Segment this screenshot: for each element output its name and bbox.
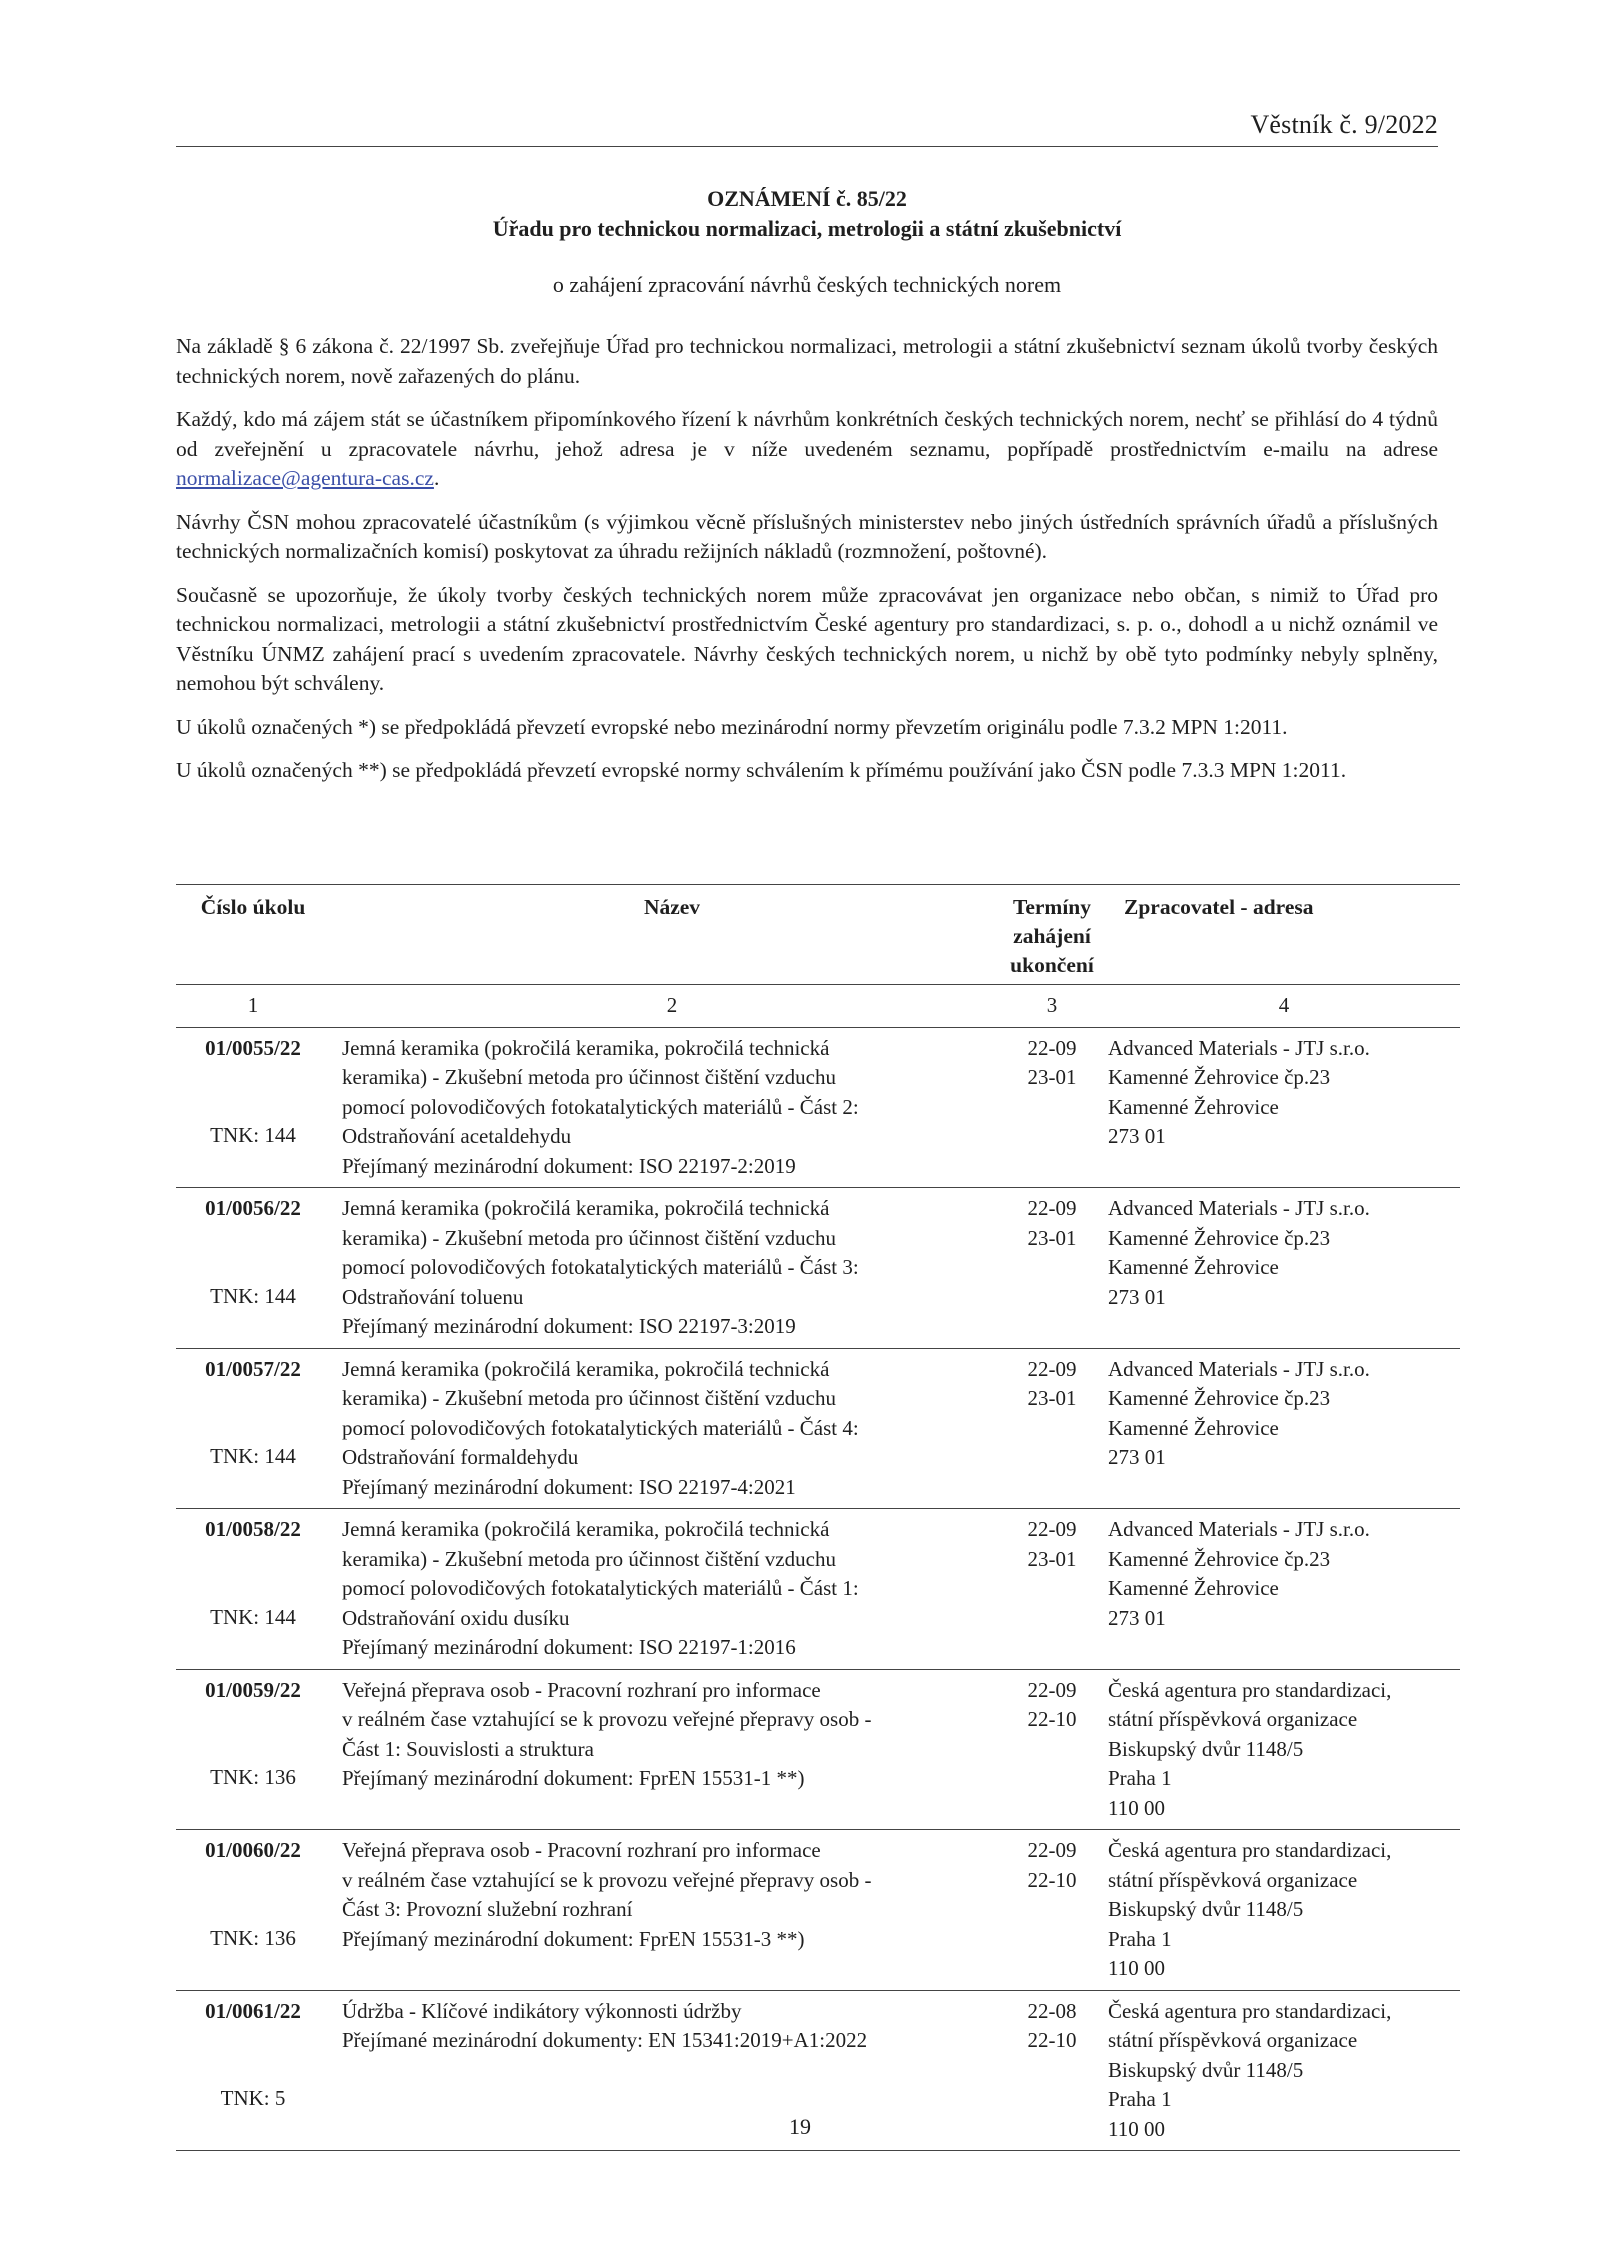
paragraph-participation-text: Každý, kdo má zájem stát se účastníkem připomínkového řízení k návrhům konkrétních českých technických norem, nechť se přihlásí do 4 týdnů od zveřejnění u zpracovatele návrhu, jehož adresa je v níže uvedeném seznamu, popřípadě prostřednictvím e-mailu na adrese: [176, 407, 1438, 461]
task-address-line: Advanced Materials - JTJ s.r.o.: [1108, 1035, 1370, 1060]
email-link[interactable]: normalizace@agentura-cas.cz: [176, 466, 434, 490]
task-title-line: keramika) - Zkušební metoda pro účinnost čištění vzduchu: [342, 1546, 836, 1571]
task-address-line: 110 00: [1108, 1795, 1165, 1820]
task-title-line: pomocí polovodičových fotokatalytických materiálů - Část 1:: [342, 1576, 859, 1600]
task-title-line: Odstraňování formaldehydu: [342, 1445, 579, 1469]
task-address-line: 110 00: [1108, 1956, 1165, 1980]
task-address-line: Praha 1: [1108, 2087, 1172, 2111]
task-title-line: Přejímaný mezinárodní dokument: ISO 22197-1:2016: [342, 1635, 796, 1659]
task-title-line: Odstraňování toluenu: [342, 1284, 524, 1309]
task-title-cell: [330, 1027, 1002, 1188]
notice-title: OZNÁMENÍ č. 85/22: [707, 186, 907, 211]
task-address-line: Kamenné Žehrovice: [1108, 1576, 1279, 1600]
task-id: 01/0061/22: [205, 1998, 301, 2023]
task-address-line: 273 01: [1108, 1605, 1166, 1630]
task-title-line: Přejímaný mezinárodní dokument: ISO 22197-3:2019: [342, 1314, 796, 1338]
task-title-line: Odstraňování acetaldehydu: [342, 1124, 572, 1148]
task-address-line: Kamenné Žehrovice: [1108, 1094, 1279, 1119]
tnk-label: TNK: 136: [210, 1765, 296, 1789]
paragraph-fees: Návrhy ČSN mohou zpracovatelé účastníkům (s výjimkou věcně příslušných ministerstev nebo jiných ústředních správních úřadů a příslušných technických normalizačních komisí) poskytovat za úhradu režijních nákladů (rozmnožení, poštovné).: [176, 509, 1438, 563]
task-address-line: Česká agentura pro standardizaci,: [1108, 1838, 1392, 1862]
task-address-cell: [1102, 1509, 1460, 1670]
task-id-cell: [176, 1348, 330, 1509]
table-row: [176, 1188, 1460, 1349]
column-number: 2: [330, 985, 1002, 1028]
paragraph-legal-basis: Na základě § 6 zákona č. 22/1997 Sb. zveřejňuje Úřad pro technickou normalizaci, metrologii a státní zkušebnictví seznam úkolů tvorby českých technických norem, nově zařazených do plánu.: [176, 334, 1438, 388]
paragraph-note-single-asterisk: U úkolů označených *) se předpokládá převzetí evropské nebo mezinárodní normy převzetím originálu podle 7.3.2 MPN 1:2011.: [176, 714, 1288, 739]
notice-subject: o zahájení zpracování návrhů českých technických norem: [552, 272, 1062, 297]
task-date-start: 22-09: [1027, 1677, 1077, 1702]
task-address-cell: [1102, 1830, 1460, 1991]
task-date-start: 22-09: [1027, 1356, 1077, 1381]
task-id: 01/0060/22: [205, 1838, 301, 1862]
task-date-start: 22-09: [1027, 1838, 1077, 1862]
task-address-line: Advanced Materials - JTJ s.r.o.: [1108, 1356, 1370, 1381]
tnk-label: TNK: 5: [220, 2086, 286, 2110]
task-title-line: Veřejná přeprava osob - Pracovní rozhraní pro informace: [342, 1677, 821, 1702]
task-dates-cell: [1002, 1669, 1102, 1830]
task-title-cell: [330, 1348, 1002, 1509]
notice-title-block: [176, 184, 1438, 300]
task-title-line: Odstraňování oxidu dusíku: [342, 1605, 570, 1630]
task-id-cell: [176, 1188, 330, 1349]
task-title-line: Přejímaný mezinárodní dokument: ISO 22197-2:2019: [342, 1153, 796, 1178]
task-address-cell: [1102, 1348, 1460, 1509]
task-id: 01/0059/22: [205, 1677, 301, 1702]
task-dates-cell: [1002, 1348, 1102, 1509]
task-address-line: Advanced Materials - JTJ s.r.o.: [1108, 1517, 1370, 1541]
task-address-line: 110 00: [1108, 2116, 1165, 2141]
task-address-line: státní příspěvková organizace: [1108, 2028, 1358, 2052]
task-title-line: v reálném čase vztahující se k provozu veřejné přepravy osob -: [342, 1707, 872, 1731]
task-id-cell: [176, 1669, 330, 1830]
task-title-line: Veřejná přeprava osob - Pracovní rozhraní pro informace: [342, 1838, 821, 1862]
task-address-line: 273 01: [1108, 1445, 1166, 1469]
task-title-line: keramika) - Zkušební metoda pro účinnost čištění vzduchu: [342, 1065, 836, 1089]
paragraph-conditions: Současně se upozorňuje, že úkoly tvorby českých technických norem může zpracovávat jen organizace nebo občan, s nimiž to Úřad pro technickou normalizaci, metrologii a státní zkušebnictví prostřednictvím České agentury pro standardizaci, s. p. o., dohodl a u nichž oznámil ve Věstníku ÚNMZ zahájení prací s uvedením zpracovatele. Návrhy českých technických norem, u nichž by obě tyto podmínky nebyly splněny, nemohou být schváleny.: [176, 582, 1438, 695]
header-dates: [1002, 885, 1102, 985]
tnk-label: TNK: 144: [210, 1444, 296, 1468]
table-row: [176, 1669, 1460, 1830]
task-date-end: 22-10: [1027, 1867, 1077, 1892]
tnk-label: TNK: 144: [210, 1283, 296, 1308]
tnk-label: TNK: 136: [210, 1925, 296, 1950]
task-address-line: Biskupský dvůr 1148/5: [1108, 2057, 1304, 2082]
notice-issuer: Úřadu pro technickou normalizaci, metrologii a státní zkušebnictví: [492, 216, 1122, 241]
header-processor-address: Zpracovatel - adresa: [1102, 885, 1460, 985]
task-address-line: 273 01: [1108, 1284, 1166, 1309]
table-row: [176, 1348, 1460, 1509]
task-address-line: státní příspěvková organizace: [1108, 1707, 1358, 1731]
task-date-start: 22-09: [1027, 1035, 1077, 1060]
task-title-cell: [330, 1509, 1002, 1670]
task-title-line: pomocí polovodičových fotokatalytických materiálů - Část 3:: [342, 1255, 859, 1279]
task-address-line: Kamenné Žehrovice čp.23: [1108, 1225, 1331, 1250]
task-address-line: Biskupský dvůr 1148/5: [1108, 1736, 1304, 1761]
task-address-cell: [1102, 1188, 1460, 1349]
task-date-end: 22-10: [1027, 2028, 1077, 2052]
page-number: 19: [789, 2114, 811, 2139]
task-address-line: Česká agentura pro standardizaci,: [1108, 1998, 1392, 2023]
task-date-start: 22-08: [1027, 1998, 1077, 2023]
task-rows: [176, 1027, 1460, 2151]
task-title-line: pomocí polovodičových fotokatalytických materiálů - Část 4:: [342, 1415, 859, 1440]
task-id: 01/0057/22: [205, 1356, 301, 1381]
task-date-end: 22-10: [1027, 1707, 1077, 1731]
task-address-line: Kamenné Žehrovice čp.23: [1108, 1546, 1331, 1571]
paragraph-participation-end: .: [433, 466, 440, 490]
task-title-line: Jemná keramika (pokročilá keramika, pokročilá technická: [342, 1035, 830, 1060]
table-row: [176, 1509, 1460, 1670]
task-address-line: Kamenné Žehrovice čp.23: [1108, 1065, 1331, 1089]
task-id: 01/0056/22: [205, 1196, 301, 1220]
task-address-line: Advanced Materials - JTJ s.r.o.: [1108, 1196, 1370, 1220]
header-rule: [176, 146, 1438, 147]
task-title-line: Přejímaný mezinárodní dokument: ISO 22197-4:2021: [342, 1474, 796, 1499]
table-header-row: [176, 885, 1460, 985]
task-title-cell: [330, 1830, 1002, 1991]
header-title: Název: [330, 885, 1002, 985]
task-title-line: Přejímané mezinárodní dokumenty: EN 15341:2019+A1:2022: [342, 2028, 868, 2052]
task-dates-cell: [1002, 1027, 1102, 1188]
header-dates-line2: zahájení: [1013, 924, 1091, 948]
tasks-table: [176, 884, 1460, 2151]
task-address-line: Kamenné Žehrovice čp.23: [1108, 1386, 1331, 1410]
column-number: 4: [1102, 985, 1460, 1028]
task-title-line: Údržba - Klíčové indikátory výkonnosti údržby: [342, 1998, 742, 2023]
intro-paragraphs: [176, 332, 1438, 800]
task-date-start: 22-09: [1027, 1517, 1077, 1541]
task-title-line: pomocí polovodičových fotokatalytických materiálů - Část 2:: [342, 1094, 859, 1119]
running-head: Věstník č. 9/2022: [1250, 110, 1438, 139]
table-row: [176, 1027, 1460, 1188]
task-title-line: Část 3: Provozní služební rozhraní: [342, 1897, 633, 1921]
task-title-line: Jemná keramika (pokročilá keramika, pokročilá technická: [342, 1356, 830, 1381]
task-date-start: 22-09: [1027, 1196, 1077, 1220]
task-title-line: Jemná keramika (pokročilá keramika, pokročilá technická: [342, 1196, 830, 1220]
column-number: 1: [176, 985, 330, 1028]
column-number-row: [176, 985, 1460, 1028]
task-title-line: Jemná keramika (pokročilá keramika, pokročilá technická: [342, 1517, 830, 1541]
task-title-line: Část 1: Souvislosti a struktura: [342, 1736, 594, 1761]
task-id: 01/0058/22: [205, 1517, 301, 1541]
header-dates-line3: ukončení: [1010, 953, 1094, 977]
task-id-cell: [176, 1509, 330, 1670]
task-title-line: keramika) - Zkušební metoda pro účinnost čištění vzduchu: [342, 1225, 836, 1250]
task-address-line: Česká agentura pro standardizaci,: [1108, 1677, 1392, 1702]
task-address-line: státní příspěvková organizace: [1108, 1867, 1358, 1892]
table-row: [176, 1830, 1460, 1991]
task-title-line: v reálném čase vztahující se k provozu veřejné přepravy osob -: [342, 1867, 872, 1892]
task-date-end: 23-01: [1027, 1225, 1077, 1250]
paragraph-note-double-asterisk: U úkolů označených **) se předpokládá převzetí evropské normy schválením k přímému používání jako ČSN podle 7.3.3 MPN 1:2011.: [176, 758, 1347, 782]
tnk-label: TNK: 144: [210, 1604, 296, 1629]
header-task-number: Číslo úkolu: [176, 885, 330, 985]
task-title-cell: [330, 1188, 1002, 1349]
task-id-cell: [176, 1027, 330, 1188]
task-dates-cell: [1002, 1830, 1102, 1991]
task-address-cell: [1102, 1027, 1460, 1188]
task-address-line: Kamenné Žehrovice: [1108, 1415, 1279, 1440]
task-id-cell: [176, 1830, 330, 1991]
task-title-line: keramika) - Zkušební metoda pro účinnost čištění vzduchu: [342, 1386, 836, 1410]
task-address-line: Praha 1: [1108, 1926, 1172, 1951]
tnk-label: TNK: 144: [210, 1123, 296, 1147]
task-address-cell: [1102, 1669, 1460, 1830]
task-address-line: Biskupský dvůr 1148/5: [1108, 1897, 1304, 1921]
column-number: 3: [1002, 985, 1102, 1028]
header-dates-line1: Termíny: [1012, 895, 1092, 919]
task-address-line: Praha 1: [1108, 1766, 1172, 1790]
task-address-line: Kamenné Žehrovice: [1108, 1255, 1279, 1279]
task-title-cell: [330, 1669, 1002, 1830]
task-address-line: 273 01: [1108, 1124, 1166, 1148]
task-date-end: 23-01: [1027, 1546, 1077, 1571]
task-dates-cell: [1002, 1509, 1102, 1670]
task-dates-cell: [1002, 1188, 1102, 1349]
task-title-line: Přejímaný mezinárodní dokument: FprEN 15531-1 **): [342, 1766, 805, 1790]
task-title-line: Přejímaný mezinárodní dokument: FprEN 15531-3 **): [342, 1926, 805, 1951]
paragraph-participation: [176, 405, 1438, 494]
task-date-end: 23-01: [1027, 1386, 1077, 1410]
task-id: 01/0055/22: [205, 1035, 301, 1060]
task-date-end: 23-01: [1027, 1065, 1077, 1089]
